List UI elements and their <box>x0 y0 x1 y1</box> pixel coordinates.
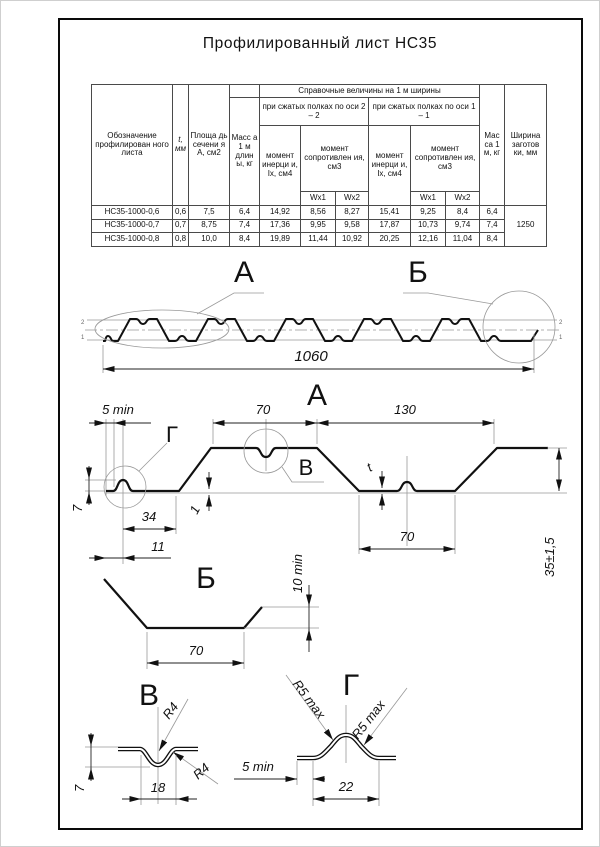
dim-34: 34 <box>141 509 157 524</box>
section-b-profile <box>104 579 262 628</box>
cell: 20,25 <box>369 233 411 247</box>
col-wx1-a: Wx1 <box>301 192 336 206</box>
callout-g-label: Г <box>166 422 178 447</box>
section-a-profile <box>106 448 548 491</box>
cell: 11,44 <box>301 233 336 247</box>
dim-1: 1 <box>186 502 204 517</box>
col-area: Площа дь сечени я А, см2 <box>189 85 230 206</box>
dim-7: 7 <box>72 784 87 792</box>
cell: 9,74 <box>446 219 480 233</box>
dim-t: t <box>364 459 375 475</box>
cell: 8,75 <box>189 219 230 233</box>
section-a-label: А <box>306 379 328 412</box>
col-mass-length: Масс а 1 м длин ы, кг <box>230 98 260 206</box>
detail-v-drawing <box>72 679 218 805</box>
cell: 8,4 <box>230 233 260 247</box>
col-wx2-a: Wx2 <box>336 192 369 206</box>
dim-70: 70 <box>188 643 204 658</box>
col-inertia-2: момент инерци и, Ix, см4 <box>260 126 301 206</box>
col-compressed-2-2: при сжатых полках по оси 2 – 2 <box>260 98 369 126</box>
cell: 6,4 <box>230 206 260 220</box>
overview-drawing <box>81 256 563 373</box>
detail-g-sheet <box>297 735 396 758</box>
cell: 0,6 <box>173 206 189 220</box>
cell: 17,36 <box>260 219 301 233</box>
dim-1060: 1060 <box>294 348 328 365</box>
callout-v-label: В <box>298 455 314 480</box>
axis-1-label-left: 1 <box>81 335 85 341</box>
dim-10min: 10 min <box>290 553 305 593</box>
col-resistance-1: момент сопротивлен ия, см3 <box>411 126 480 192</box>
col-ref-band: Справочные величины на 1 м ширины <box>260 85 480 98</box>
axis-2-label-right: 2 <box>559 320 563 326</box>
dim-22: 22 <box>338 779 354 794</box>
cell: 7,5 <box>189 206 230 220</box>
section-b-drawing <box>104 554 319 669</box>
cell: 19,89 <box>260 233 301 247</box>
section-a-drawing <box>70 379 567 577</box>
detail-v-label: В <box>138 679 160 712</box>
dim-35: 35±1,5 <box>542 537 557 577</box>
cell: 8,27 <box>336 206 369 220</box>
detail-b-circle <box>483 291 555 363</box>
detail-g-sheet-core <box>297 735 396 758</box>
cell: 0,8 <box>173 233 189 247</box>
dim-r4-2: R4 <box>189 759 213 783</box>
cell: 8,56 <box>301 206 336 220</box>
col-wx2-b: Wx2 <box>446 192 480 206</box>
col-mass: Мас са 1 м, кг <box>480 85 505 206</box>
dim-18: 18 <box>150 780 166 795</box>
detail-a-label: А <box>233 256 255 289</box>
cell: 8,4 <box>446 206 480 220</box>
cell: 9,58 <box>336 219 369 233</box>
axis-1-label-right: 1 <box>559 335 563 341</box>
col-blank-width: Ширина заготов ки, мм <box>505 85 547 206</box>
cell: 6,4 <box>480 206 505 220</box>
col-compressed-1-1: при сжатых полках по оси 1 – 1 <box>369 98 480 126</box>
dim-7: 7 <box>70 504 85 512</box>
col-inertia-1: момент инерци и, Ix, см4 <box>369 126 411 206</box>
cell: 15,41 <box>369 206 411 220</box>
dim-r5-2: R5 max <box>348 697 388 742</box>
callout-g-leader <box>139 443 167 471</box>
cell: 0,7 <box>173 219 189 233</box>
drawing-canvas <box>1 1 600 847</box>
dim-r5-1: R5 max <box>289 676 329 722</box>
col-resistance-2: момент сопротивлен ия, см3 <box>301 126 369 192</box>
dim-70-bottom: 70 <box>399 529 415 544</box>
callout-g-circle <box>104 466 146 508</box>
cell: 9,95 <box>301 219 336 233</box>
cell: 17,87 <box>369 219 411 233</box>
cell: 10,0 <box>189 233 230 247</box>
cell: 10,73 <box>411 219 446 233</box>
cell: 7,4 <box>230 219 260 233</box>
dim-5min: 5 min <box>102 402 134 417</box>
dim-130: 130 <box>394 402 416 417</box>
detail-b-label: Б <box>408 256 428 289</box>
col-wx1-b: Wx1 <box>411 192 446 206</box>
col-thickness: t, мм <box>173 85 189 206</box>
axis-2-label-left: 2 <box>81 320 85 326</box>
detail-b-leader <box>403 293 493 304</box>
dim-11: 11 <box>151 539 165 554</box>
cell: 7,4 <box>480 219 505 233</box>
cell-blank-width: 1250 <box>505 206 547 247</box>
cell: 12,16 <box>411 233 446 247</box>
cell: НС35-1000-0,6 <box>92 206 173 220</box>
dim-r4-1: R4 <box>159 699 182 722</box>
cell: 11,04 <box>446 233 480 247</box>
dim-5min: 5 min <box>242 759 274 774</box>
col-designation: Обозначение профилирован ного листа <box>92 85 173 206</box>
detail-a-leader <box>197 293 264 314</box>
cell: 8,4 <box>480 233 505 247</box>
cell: НС35-1000-0,7 <box>92 219 173 233</box>
cell: НС35-1000-0,8 <box>92 233 173 247</box>
drawing-title: Профилированный лист НС35 <box>202 35 438 52</box>
cell: 10,92 <box>336 233 369 247</box>
detail-g-drawing <box>234 669 407 806</box>
cell: 9,25 <box>411 206 446 220</box>
cell: 14,92 <box>260 206 301 220</box>
dim-70-top: 70 <box>255 402 271 417</box>
section-b-label: Б <box>196 562 216 595</box>
detail-g-label: Г <box>342 669 360 702</box>
